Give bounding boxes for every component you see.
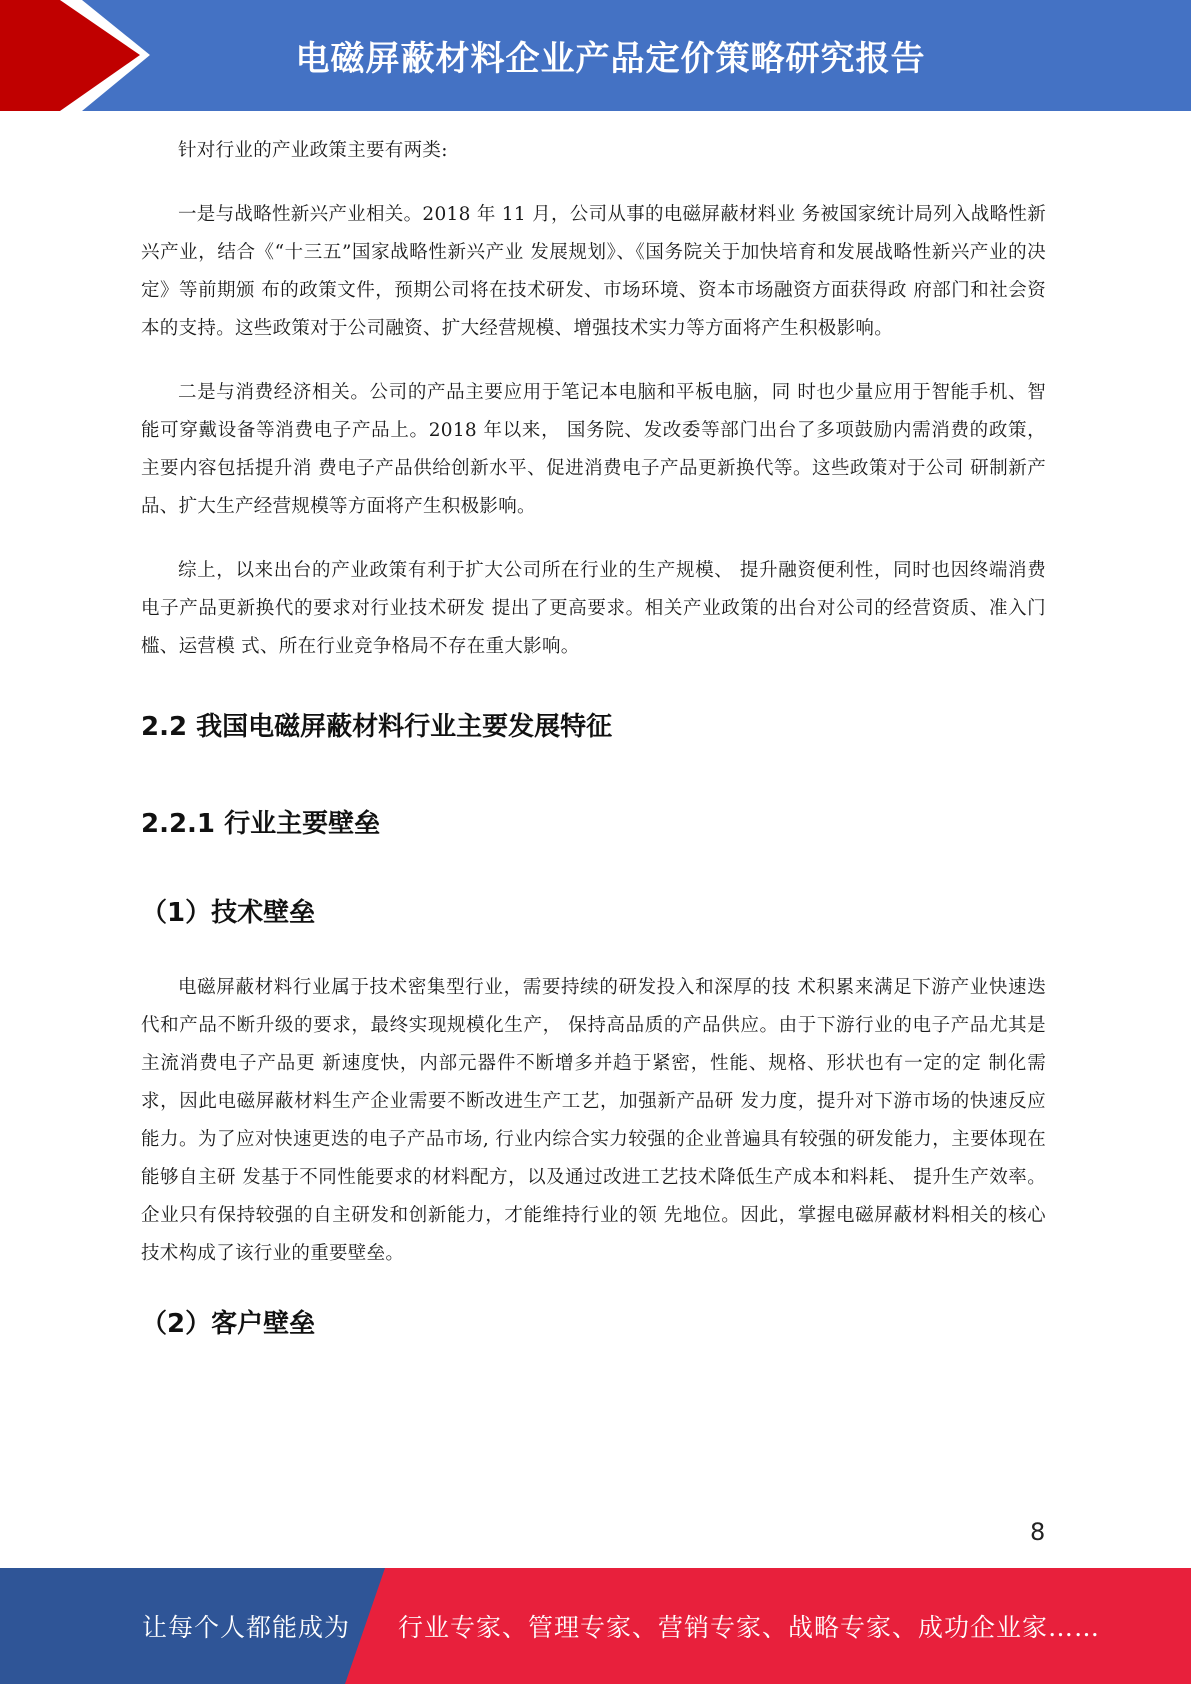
page-footer [0,1568,1191,1684]
paragraph-summary: 综上，以来出台的产业政策有利于扩大公司所在行业的生产规模、 提升融资便利性，同时也因终端消费电子产品更新换代的要求对行业技术研发 提出了更高要求。相关产业政策的出台对公司的经营资质、准入门槛、运营模 式、所在行业竞争格局不存在重大影响。 [141,560,1046,657]
section-heading: 2.2 我国电磁屏蔽材料行业主要发展特征 [141,712,613,742]
item-heading-tech-barrier: （1）技术壁垒 [141,898,316,928]
page-content [141,132,1046,1380]
report-title: 电磁屏蔽材料企业产品定价策略研究报告 [295,39,926,79]
footer-slogan-left: 让每个人都能成为 [142,1613,351,1642]
page-number: 8 [1030,1518,1046,1546]
paragraph-strategic-industry: 一是与战略性新兴产业相关。2018 年 11 月，公司从事的电磁屏蔽材料业 务被国家统计局列入战略性新兴产业，结合《“十三五”国家战略性新兴产业 发展规划》、《国务院关于加快培育和发展战略性新兴产业的决定》等前期颁 布的政策文件，预期公司将在技术研发、市场环境、资本市场融资方面获得政 府部门和社会资本的支持。这些政策对于公司融资、扩大经营规模、增强技术实力等方面将产生积极影响。 [141,204,1046,339]
paragraph-intro: 针对行业的产业政策主要有两类: [178,140,448,161]
paragraph-tech-barrier: 电磁屏蔽材料行业属于技术密集型行业，需要持续的研发投入和深厚的技 术积累来满足下游产业快速迭代和产品不断升级的要求，最终实现规模化生产， 保持高品质的产品供应。由于下游行业的电子产品尤其是主流消费电子产品更 新速度快，内部元器件不断增多并趋于紧密，性能、规格、形状也有一定的定 制化需求，因此电磁屏蔽材料生产企业需要不断改进生产工艺，加强新产品研 发力度，提升对下游市场的快速反应能力。为了应对快速更迭的电子产品市场, 行业内综合实力较强的企业普遍具有较强的研发能力，主要体现在能够自主研 发基于不同性能要求的材料配方，以及通过改进工艺技术降低生产成本和料耗、 提升生产效率。企业只有保持较强的自主研发和创新能力，才能维持行业的领 先地位。因此，掌握电磁屏蔽材料相关的核心技术构成了该行业的重要壁垒。 [141,977,1046,1264]
page-header [0,0,1191,111]
footer-slogan-right: 行业专家、管理专家、营销专家、战略专家、成功企业家…… [398,1613,1101,1642]
item-heading-customer-barrier: （2）客户壁垒 [141,1309,316,1339]
subsection-heading: 2.2.1 行业主要壁垒 [141,809,381,839]
paragraph-consumer-economy: 二是与消费经济相关。公司的产品主要应用于笔记本电脑和平板电脑，同 时也少量应用于智能手机、智能可穿戴设备等消费电子产品上。2018 年以来， 国务院、发改委等部门出台了多项鼓励内需消费的政策，主要内容包括提升消 费电子产品供给创新水平、促进消费电子产品更新换代等。这些政策对于公司 研制新产品、扩大生产经营规模等方面将产生积极影响。 [141,382,1046,517]
